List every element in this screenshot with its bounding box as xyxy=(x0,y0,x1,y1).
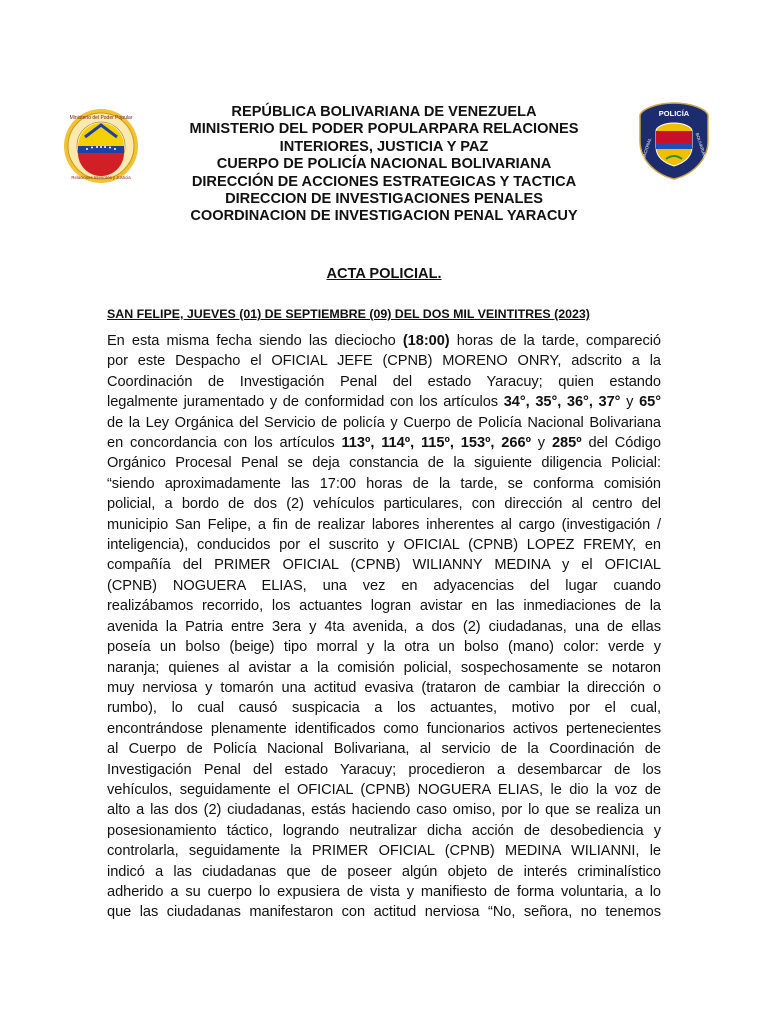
header-line: DIRECCIÓN DE ACCIONES ESTRATEGICAS Y TACTICA xyxy=(191,173,577,190)
body-line: avenida la Patria entre 3era y 4ta avenida, a dos (2) ciudadanas, una de ellas xyxy=(107,618,661,635)
body-line: policial, a bordo de dos (2) vehículos particulares, con dirección al centro del xyxy=(107,496,661,513)
header-line: INTERIORES, JUSTICIA Y PAZ xyxy=(279,138,489,155)
body-line: indicó a las ciudadanas que de poseer algún objeto de interés criminalístico xyxy=(107,863,661,880)
body-paragraph xyxy=(107,331,661,923)
body-line: de la Ley Orgánica del Servicio de policía y Cuerpo de Policía Nacional Bolivariana xyxy=(107,414,661,431)
pnb-shield-logo xyxy=(636,101,712,181)
body-line: legalmente juramentado y de conformidad con los artículos 34°, 35°, 36°, 37° y 65° xyxy=(107,394,661,411)
institution-header xyxy=(150,104,618,226)
body-line: por este Despacho el OFICIAL JEFE (CPNB) MORENO ONRY, adscrito a la xyxy=(107,353,661,370)
body-line: realizábamos recorrido, los actuantes logran avistar en las inmediaciones de la xyxy=(107,598,661,615)
ministry-seal-logo xyxy=(63,107,139,185)
body-line: controlarla, seguidamente la PRIMER OFICIAL (CPNB) MEDINA WILIANNI, le xyxy=(107,843,661,860)
body-line: (CPNB) NOGUERA ELIAS, una vez en adyacencias del lugar cuando xyxy=(107,577,661,594)
body-line: compañía del PRIMER OFICIAL (CPNB) WILIANNY MEDINA y el OFICIAL xyxy=(107,557,661,574)
body-line: al Cuerpo de Policía Nacional Bolivariana, al servicio de la Coordinación de xyxy=(107,741,661,758)
body-line: vehículos, seguidamente el OFICIAL (CPNB) NOGUERA ELIAS, le dio la voz de xyxy=(107,781,661,798)
header-line: MINISTERIO DEL PODER POPULARPARA RELACIONES xyxy=(189,121,579,138)
body-line: Investigación Penal del estado Yaracuy; procedieron a desembarcar de los xyxy=(107,761,661,778)
body-line: Coordinación de Investigación Penal del estado Yaracuy; quien estando xyxy=(107,373,661,390)
shield-top-text: POLICÍA xyxy=(658,109,690,118)
body-line: En esta misma fecha siendo las dieciocho (18:00) horas de la tarde, compareció xyxy=(107,333,661,349)
header-line: REPÚBLICA BOLIVARIANA DE VENEZUELA xyxy=(231,104,537,120)
document-title: ACTA POLICIAL. xyxy=(326,266,442,282)
shield-left-text: NACIONAL xyxy=(640,137,653,160)
date-line: SAN FELIPE, JUEVES (01) DE SEPTIEMBRE (09) DEL DOS MIL VEINTITRES (2023) xyxy=(107,307,590,321)
body-line: en concordancia con los artículos 113º, 114º, 115º, 153º, 266º y 285º del Código xyxy=(107,435,661,452)
body-line: inteligencia), conducidos por el suscrito y OFICIAL (CPNB) LOPEZ FREMY, en xyxy=(107,537,661,554)
body-line: adherido a su cuerpo lo expusiera de vista y manifiesto de forma voluntaria, a lo xyxy=(107,883,661,900)
body-line: poseía un bolso (beige) tipo morral y la otra un bolso (mano) color: verde y xyxy=(107,639,661,656)
body-line: encontrándose plenamente identificados como funcionarios activos pertenecientes xyxy=(107,720,661,737)
header-line: DIRECCION DE INVESTIGACIONES PENALES xyxy=(225,191,543,208)
seal-top-text: Ministerio del Poder Popular xyxy=(69,115,133,121)
seal-bottom-text: Relaciones Interiores y Justicia xyxy=(71,175,131,180)
body-line: “siendo aproximadamente las 17:00 horas de la tarde, se conforma comisión xyxy=(107,475,661,492)
body-line: municipio San Felipe, a fin de realizar labores inherentes al cargo (investigación / xyxy=(107,516,661,533)
body-line: que las ciudadanas manifestaron con actitud nerviosa “No, señora, no tenemos xyxy=(107,904,661,921)
body-line: naranja; quienes al avistar a la comisión policial, sospechosamente se notaron xyxy=(107,659,661,676)
body-line: posesionamiento táctico, logrando neutralizar dicha acción de desobediencia y xyxy=(107,822,661,839)
body-line: muy nerviosa y tomarón una actitud evasiva (trataron de cambiar la dirección o xyxy=(107,679,661,696)
shield-right-text: BOLIVARIANA xyxy=(694,132,709,161)
body-line: Orgánico Procesal Penal se deja constancia de la siguiente diligencia Policial: xyxy=(107,455,661,472)
body-line: alto a las dos (2) ciudadanas, estás haciendo caso omiso, por lo que se realiza un xyxy=(107,802,661,819)
header-line: CUERPO DE POLICÍA NACIONAL BOLIVARIANA xyxy=(216,156,552,173)
body-line: rumbo), lo cual causó suspicacia a los actuantes, motivo por el cual, xyxy=(107,700,661,717)
header-line: COORDINACION DE INVESTIGACION PENAL YARACUY xyxy=(190,208,578,225)
